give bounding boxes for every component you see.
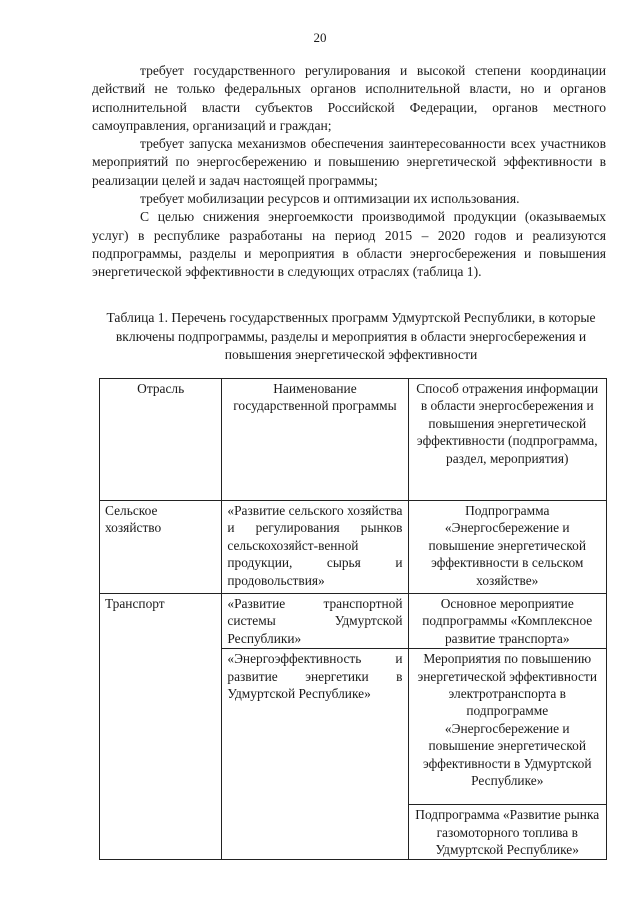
cell-method: Мероприятия по повышению энергетической эффективности электротранспорта в подпрограмме «Энергосбережение и повышение энергетической эффективности в Удмуртской Республике»	[408, 649, 607, 805]
cell-method: Подпрограмма «Развитие рынка газомоторного топлива в Удмуртской Республике»	[408, 805, 607, 860]
header-method: Способ отражения информации в области энергосбережения и повышения энергетической эффективности (подпрограмма, раздел, мероприятия)	[408, 379, 607, 501]
cell-sector: Сельское хозяйство	[100, 501, 222, 594]
cell-program: «Энергоэффективность и развитие энергетики в Удмуртской Республике»	[222, 649, 408, 860]
body-text	[92, 62, 606, 282]
cell-method: Подпрограмма «Энергосбережение и повышение энергетической эффективности в сельском хозяйстве»	[408, 501, 607, 594]
paragraph: требует запуска механизмов обеспечения заинтересованности всех участников мероприятий по энергосбережению и повышению энергетической эффективности в реализации целей и задач настоящей программы;	[92, 136, 606, 188]
cell-program: «Развитие сельского хозяйства и регулирования рынков сельскохозяйст-венной продукции, сырья и продовольствия»	[222, 501, 408, 594]
programs-table	[99, 378, 607, 860]
page-number: 20	[313, 30, 327, 45]
table-row	[100, 594, 607, 649]
cell-sector: Транспорт	[100, 594, 222, 860]
paragraph: требует государственного регулирования и высокой степени координации действий не только федеральных органов исполнительной власти, но и органов исполнительной власти субъектов Российской Федерации, органов местного самоуправления, организаций и граждан;	[92, 63, 606, 133]
cell-program: «Развитие транспортной системы Удмуртской Республики»	[222, 594, 408, 649]
header-sector: Отрасль	[100, 379, 222, 501]
header-program: Наименование государственной программы	[222, 379, 408, 501]
paragraph: С целью снижения энергоемкости производимой продукции (оказываемых услуг) в республике разработаны на период 2015 – 2020 годов и реализуются подпрограммы, разделы и мероприятия в области энергосбережения и повышения энергетической эффективности в следующих отраслях (таблица 1).	[92, 209, 606, 280]
cell-method: Основное мероприятие подпрограммы «Комплексное развитие транспорта»	[408, 594, 607, 649]
table-caption: Таблица 1. Перечень государственных программ Удмуртской Республики, в которые включены подпрограммы, разделы и мероприятия в области энергосбережения и повышения энергетической эффективности	[106, 310, 596, 362]
table-header-row	[100, 379, 607, 501]
paragraph: требует мобилизации ресурсов и оптимизации их использования.	[140, 191, 520, 207]
table-row	[100, 501, 607, 594]
